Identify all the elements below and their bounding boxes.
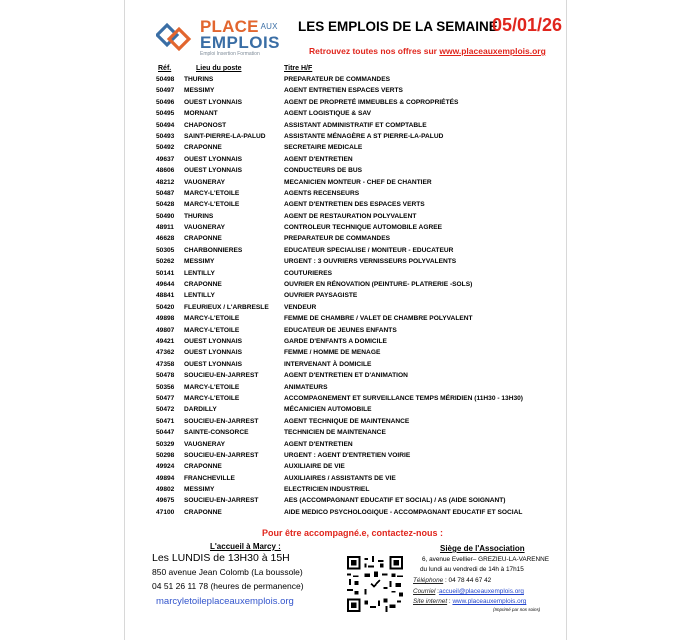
job-lieu: LENTILLY [184, 292, 215, 300]
job-ref: 48212 [156, 178, 175, 186]
job-row [0, 108, 696, 119]
job-titre: ASSISTANTE MÉNAGÈRE A ST PIERRE-LA-PALUD [284, 132, 444, 140]
job-row [0, 245, 696, 256]
siege-website: Site internet : www.placeauxemplois.org [413, 598, 527, 605]
job-titre: PREPARATEUR DE COMMANDES [284, 235, 390, 243]
marcy-heading: L'accueil à Marcy : [210, 542, 281, 551]
job-titre: MÉCANICIEN AUTOMOBILE [284, 406, 372, 414]
job-row [0, 382, 696, 393]
job-row [0, 325, 696, 336]
job-row [0, 154, 696, 165]
job-titre: GARDE D'ENFANTS A DOMICILE [284, 337, 387, 345]
job-ref: 50262 [156, 258, 175, 266]
job-lieu: CHARBONNIERES [184, 246, 243, 254]
job-titre: SECRETAIRE MEDICALE [284, 144, 363, 152]
job-row [0, 211, 696, 222]
job-lieu: THURINS [184, 76, 214, 83]
job-ref: 47362 [156, 349, 175, 357]
job-ref: 49644 [156, 281, 175, 289]
job-ref: 50490 [156, 212, 175, 220]
place-aux-emplois-logo [156, 12, 286, 56]
job-list [0, 74, 696, 518]
job-titre: EDUCATEUR SPECIALISE / MONITEUR - EDUCATEUR [284, 246, 454, 254]
job-row [0, 427, 696, 438]
page-title: LES EMPLOIS DE LA SEMAINE [298, 19, 498, 34]
week-date: 05/01/26 [492, 15, 563, 35]
job-row [0, 177, 696, 188]
job-row [0, 256, 696, 267]
job-row [0, 199, 696, 210]
job-ref: 48841 [156, 292, 175, 300]
job-titre: AIDE MEDICO PSYCHOLOGIQUE - ACCOMPAGNANT EDUCATIF ET SOCIAL [284, 508, 523, 516]
job-row [0, 416, 696, 427]
job-lieu: SOUCIEU-EN-JARREST [184, 451, 259, 459]
job-ref: 50496 [156, 98, 175, 106]
job-lieu: FRANCHEVILLE [184, 474, 235, 482]
job-ref: 50494 [156, 121, 175, 129]
job-ref: 50420 [156, 303, 175, 311]
job-titre: AGENT D'ENTRETIEN DES ESPACES VERTS [284, 201, 425, 209]
job-titre: FEMME DE CHAMBRE / VALET DE CHAMBRE POLYVALENT [284, 315, 473, 323]
contact-heading: Pour être accompagné.e, contactez-nous : [262, 528, 444, 538]
job-ref: 50477 [156, 394, 175, 402]
column-header-lieu: Lieu du poste [196, 65, 242, 72]
siege-heading: Siège de l'Association [440, 544, 525, 553]
job-titre: AGENT TECHNIQUE DE MAINTENANCE [284, 417, 410, 425]
job-row [0, 268, 696, 279]
job-lieu: MESSIMY [184, 486, 215, 494]
job-row [0, 279, 696, 290]
job-lieu: MARCY-L'ETOILE [184, 394, 240, 402]
job-ref: 50305 [156, 246, 175, 254]
job-row [0, 85, 696, 96]
job-titre: CONTROLEUR TECHNIQUE AUTOMOBILE AGREE [284, 224, 443, 232]
job-row [0, 370, 696, 381]
job-titre: VENDEUR [284, 303, 317, 311]
job-ref: 50471 [156, 417, 175, 425]
job-lieu: CRAPONNE [184, 144, 222, 152]
job-ref: 47100 [156, 508, 175, 516]
job-lieu: CRAPONNE [184, 463, 222, 471]
column-header-titre: Titre H/F [284, 65, 313, 72]
website-link[interactable]: www.placeauxemplois.org [439, 46, 546, 56]
job-titre: INTERVENANT À DOMICILE [284, 360, 372, 368]
job-row [0, 484, 696, 495]
job-ref: 50141 [156, 269, 175, 277]
job-row [0, 131, 696, 142]
job-lieu: OUEST LYONNAIS [184, 349, 243, 357]
job-lieu: FLEURIEUX / L'ARBRESLE [184, 303, 269, 311]
job-row [0, 495, 696, 506]
job-row [0, 473, 696, 484]
job-titre: AUXILIAIRE DE VIE [284, 463, 345, 471]
job-titre: AGENT D'ENTRETIEN ET D'ANIMATION [284, 372, 408, 380]
job-titre: AUXILIAIRES / ASSISTANTS DE VIE [284, 474, 396, 482]
job-titre: AGENT LOGISTIQUE & SAV [284, 110, 372, 118]
job-lieu: SAINTE-CONSORCE [184, 429, 249, 437]
job-titre: AGENT DE RESTAURATION POLYVALENT [284, 212, 417, 220]
job-row [0, 450, 696, 461]
job-ref: 49807 [156, 326, 175, 334]
job-titre: ANIMATEURS [284, 383, 328, 391]
job-ref: 50497 [156, 87, 175, 95]
marcy-address: 850 avenue Jean Colomb (La boussole) [152, 567, 303, 577]
job-titre: URGENT : 3 OUVRIERS VERNISSEURS POLYVALENTS [284, 258, 457, 266]
job-row [0, 359, 696, 370]
job-row [0, 393, 696, 404]
job-lieu: CHAPONOST [184, 121, 227, 129]
job-titre: MECANICIEN MONTEUR - CHEF DE CHANTIER [284, 178, 432, 186]
job-ref: 48911 [156, 224, 174, 232]
job-ref: 50495 [156, 110, 175, 118]
job-titre: EDUCATEUR DE JEUNES ENFANTS [284, 326, 397, 334]
job-lieu: SAINT-PIERRE-LA-PALUD [184, 132, 266, 140]
job-row [0, 290, 696, 301]
job-lieu: CRAPONNE [184, 235, 222, 243]
job-titre: AGENT D'ENTRETIEN [284, 155, 353, 163]
qr-code-icon[interactable] [347, 556, 403, 612]
job-titre: AGENT D'ENTRETIEN [284, 440, 353, 448]
marcy-email[interactable]: marcyletoileplaceauxemplois.org [156, 596, 294, 607]
job-lieu: OUEST LYONNAIS [184, 360, 243, 368]
job-ref: 50329 [156, 440, 175, 448]
job-titre: ACCOMPAGNEMENT ET SURVEILLANCE TEMPS MÉRIDIEN (11H30 - 13H30) [284, 394, 523, 402]
siege-phone: Téléphone : 04 78 44 67 42 [413, 577, 492, 584]
job-lieu: OUEST LYONNAIS [184, 98, 243, 106]
job-ref: 50356 [156, 383, 175, 391]
logo-tagline: Emploi Insertion Formation [200, 51, 260, 57]
job-row [0, 97, 696, 108]
job-row [0, 336, 696, 347]
subtitle: Retrouvez toutes nos offres sur www.placeauxemplois.org [309, 46, 546, 56]
job-row [0, 404, 696, 415]
job-lieu: MARCY-L'ETOILE [184, 315, 240, 323]
siege-website-link[interactable]: www.placeauxemplois.org [452, 598, 527, 605]
job-titre: FEMME / HOMME DE MENAGE [284, 349, 381, 357]
job-lieu: CRAPONNE [184, 281, 222, 289]
job-row [0, 461, 696, 472]
siege-hours: du lundi au vendredi de 14h à 17h15 [420, 566, 524, 573]
job-ref: 48606 [156, 167, 175, 175]
job-titre: OUVRIER PAYSAGISTE [284, 292, 358, 300]
job-titre: AGENT ENTRETIEN ESPACES VERTS [284, 87, 403, 95]
marcy-phone: 04 51 26 11 78 (heures de permanence) [152, 581, 304, 591]
job-row [0, 439, 696, 450]
job-lieu: OUEST LYONNAIS [184, 155, 243, 163]
logo-line-emplois: EMPLOIS [200, 33, 281, 52]
job-lieu: OUEST LYONNAIS [184, 337, 243, 345]
job-lieu: CRAPONNE [184, 508, 222, 516]
job-row [0, 142, 696, 153]
job-ref: 46628 [156, 235, 175, 243]
job-ref: 50447 [156, 429, 175, 437]
job-titre: CONDUCTEURS DE BUS [284, 167, 363, 175]
job-lieu: THURINS [184, 212, 214, 220]
job-ref: 49898 [156, 315, 175, 323]
logo-mark-icon [156, 22, 196, 54]
job-row [0, 222, 696, 233]
siege-email: Courriel :accueil@placeauxemplois.org [413, 588, 524, 595]
job-titre: AGENTS RECENSEURS [284, 189, 360, 197]
job-ref: 49802 [156, 486, 175, 494]
job-lieu: MARCY-L'ETOILE [184, 326, 240, 334]
job-titre: OUVRIER EN RÉNOVATION (PEINTURE- PLATRERIE -SOLS) [284, 281, 473, 289]
job-ref: 50428 [156, 201, 175, 209]
job-titre: COUTURIERES [284, 269, 332, 277]
job-ref: 50492 [156, 144, 175, 152]
job-lieu: OUEST LYONNAIS [184, 167, 243, 175]
job-titre: PREPARATEUR DE COMMANDES [284, 76, 390, 83]
job-titre: URGENT : AGENT D'ENTRETIEN VOIRIE [284, 451, 411, 459]
job-ref: 49894 [156, 474, 175, 482]
job-ref: 49924 [156, 463, 175, 471]
job-row [0, 233, 696, 244]
logo-line-place: PLACE $^{AUX}$ [200, 17, 278, 36]
job-lieu: MORNANT [184, 110, 218, 118]
job-lieu: SOUCIEU-EN-JARREST [184, 372, 259, 380]
job-lieu: DARDILLY [184, 406, 217, 414]
job-titre: AGENT DE PROPRETÉ IMMEUBLES & COPROPRIÉTÉS [284, 98, 459, 106]
job-lieu: MARCY-L'ETOILE [184, 201, 240, 209]
job-row [0, 507, 696, 518]
job-row [0, 302, 696, 313]
job-ref: 49637 [156, 155, 175, 163]
job-row [0, 313, 696, 324]
job-row [0, 165, 696, 176]
job-row [0, 74, 696, 85]
job-lieu: SOUCIEU-EN-JARREST [184, 497, 259, 505]
job-ref: 49675 [156, 497, 175, 505]
printed-note: (Imprimé par nos soins) [493, 607, 541, 612]
marcy-hours: Les LUNDIS de 13H30 à 15H [152, 552, 290, 564]
job-ref: 50487 [156, 189, 175, 197]
column-header-ref: Réf. [158, 65, 172, 72]
job-ref: 50478 [156, 372, 175, 380]
job-lieu: VAUGNERAY [184, 224, 226, 232]
job-ref: 50472 [156, 406, 175, 414]
siege-address: 6, avenue Evellier– GREZIEU-LA-VARENNE [422, 556, 550, 563]
job-ref: 50498 [156, 76, 175, 83]
job-row [0, 347, 696, 358]
job-row [0, 188, 696, 199]
siege-email-link[interactable]: accueil@placeauxemplois.org [438, 588, 524, 595]
job-lieu: LENTILLY [184, 269, 215, 277]
job-lieu: MESSIMY [184, 87, 215, 95]
job-ref: 50298 [156, 451, 175, 459]
job-lieu: MARCY-L'ETOILE [184, 189, 240, 197]
job-titre: TECHNICIEN DE MAINTENANCE [284, 429, 386, 437]
job-row [0, 120, 696, 131]
job-ref: 47358 [156, 360, 175, 368]
job-lieu: MESSIMY [184, 258, 215, 266]
job-lieu: SOUCIEU-EN-JARREST [184, 417, 259, 425]
job-titre: AES (ACCOMPAGNANT EDUCATIF ET SOCIAL) / AS (AIDE SOIGNANT) [284, 497, 506, 505]
job-lieu: VAUGNERAY [184, 440, 226, 448]
job-lieu: MARCY-L'ETOILE [184, 383, 240, 391]
job-ref: 49421 [156, 337, 175, 345]
job-ref: 50493 [156, 132, 175, 140]
job-titre: ELECTRICIEN INDUSTRIEL [284, 486, 370, 494]
job-titre: ASSISTANT ADMINISTRATIF ET COMPTABLE [284, 121, 427, 129]
job-lieu: VAUGNERAY [184, 178, 226, 186]
